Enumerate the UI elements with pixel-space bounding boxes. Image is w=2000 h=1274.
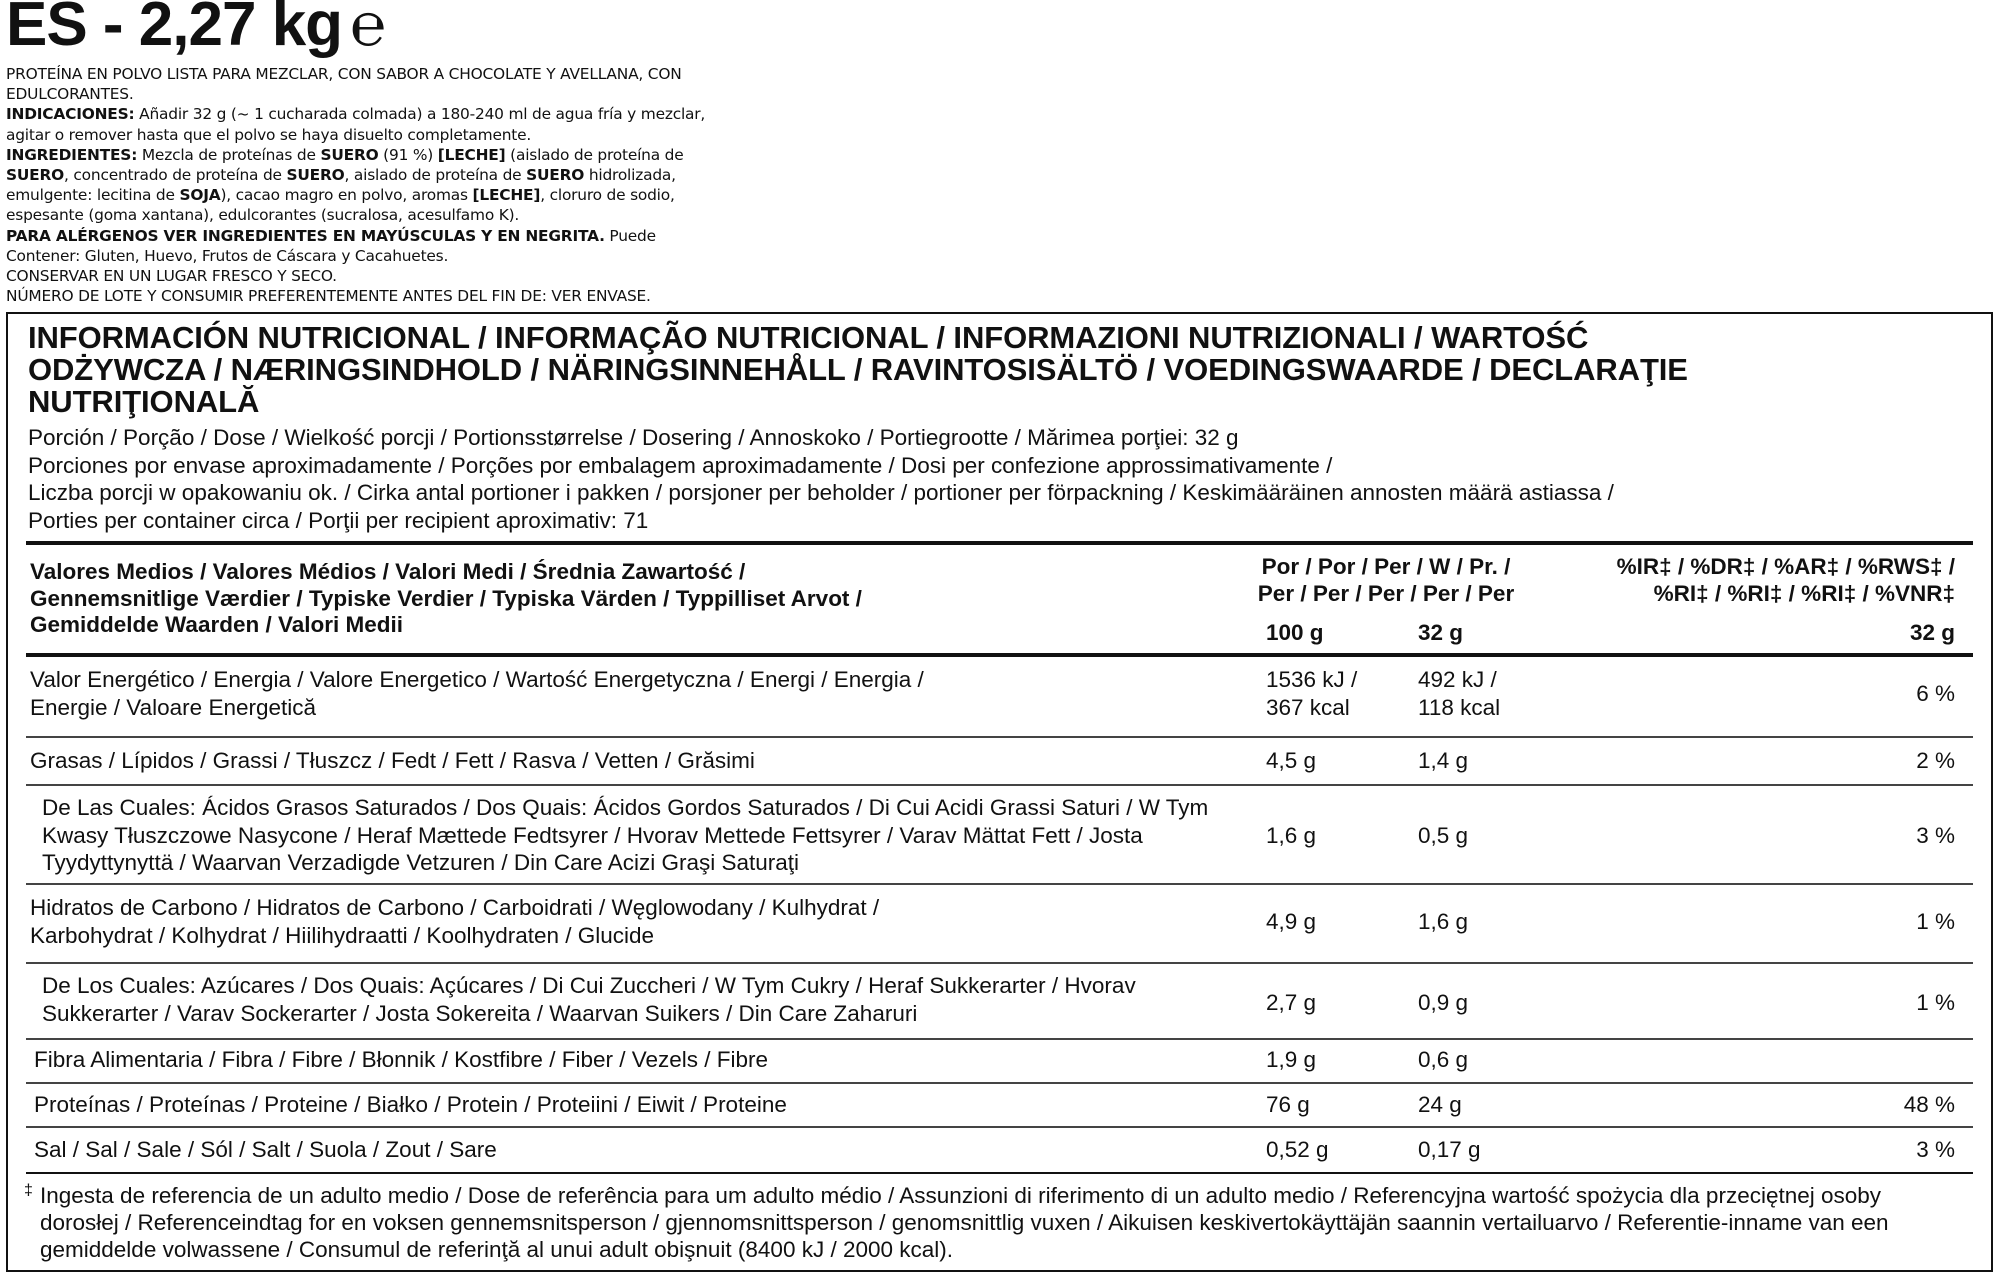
column-header-per [1236,554,1536,607]
portion-line: Porción / Porção / Dose / Wielkość porcji / Portionsstørrelse / Dosering / Annoskoko / Portiegrootte / Mărimea porţiei: 32 g [28,425,1239,450]
footnote-mark: ‡ [24,1182,33,1199]
divider [26,1082,1973,1084]
header-line: Valores Medios / Valores Médios / Valori Medi / Średnia Zawartość / [30,559,746,584]
ingredients-part: (91 %) [378,145,438,164]
row-label-salt: Sal / Sal / Sale / Sól / Salt / Suola / Zout / Sare [34,1137,497,1162]
carbohydrate-per100: 4,9 g [1266,909,1317,934]
allergen-word: [LECHE] [472,186,541,205]
header-line: Gemiddelde Waarden / Valori Medii [30,612,404,637]
column-header-32g: 32 g [1418,620,1464,645]
row-label-protein: Proteínas / Proteínas / Proteine / Białko / Protein / Proteiini / Eiwit / Proteine [34,1092,787,1117]
fat-per32: 1,4 g [1418,748,1469,773]
estimated-mark-icon: ℮ [350,0,386,58]
ingredients-part: Mezcla de proteínas de [137,145,321,164]
allergen-word: SUERO [320,145,379,164]
product-title [6,0,386,59]
protein-per100: 76 g [1266,1092,1310,1117]
allergens-text: Puede Contener: Gluten, Huevo, Frutos de Cáscara y Cacahuetes. [6,226,656,265]
value-line: 492 kJ / [1418,667,1497,692]
portion-info [28,424,1928,534]
nutrition-heading: INFORMACIÓN NUTRICIONAL / INFORMAÇÃO NUTRICIONAL / INFORMAZIONI NUTRIZIONALI / WARTOŚĆ ODŻYWCZA / NÆRINGSINDHOLD / NÄRINGSINNEHÅLL / RAVINTOSISÄLTÖ / VOEDINGSWAARDE / DECLARAŢIE NUTRIŢIONALĂ [28,320,1688,419]
ingredients-part: hidrolizada, emulgente: lecitina de [6,166,676,205]
ingredients-part: ), cacao magro en polvo, aromas [220,186,473,205]
divider [26,541,1973,545]
ingredients-part: , cloruro de sodio, espesante (goma xantana), edulcorantes (sucralosa, acesulfamo K). [6,186,675,225]
value-line: 367 kcal [1266,694,1350,720]
fibre-per100: 1,9 g [1266,1047,1317,1072]
fibre-per32: 0,6 g [1418,1047,1469,1072]
product-description: PROTEÍNA EN POLVO LISTA PARA MEZCLAR, CON SABOR A CHOCOLATE Y AVELLANA, CON EDULCORANTES. [6,65,682,104]
ingredients-part: , concentrado de proteína de [64,166,287,185]
column-header-ri [1555,554,1955,607]
divider [26,962,1973,964]
portion-line: Liczba porcji w opakowaniu ok. / Cirka antal portioner i pakken / porsjoner per beholder / portioner per förpackning / Keskimääräinen annosten määrä astiassa / [28,480,1614,505]
value-line: 1536 kJ / [1266,667,1358,692]
divider [26,1038,1973,1040]
column-header-100g: 100 g [1266,620,1324,645]
ingredients-part: (aislado de proteína de [505,145,684,164]
divider [26,883,1973,885]
indications [6,104,706,144]
footnote-text: Ingesta de referencia de un adulto medio / Dose de referência para um adulto médio / Assunzioni di riferimento di un adulto medio / Referencyjna wartość spożycia dla przeciętnej osoby dorosłej / Referenceindtag for en voksen gennemsnitsperson / gjennomsnittsperson / genomsnittlig vuxen / Aikuisen keskivertokäyttäjän saannin vertailuarvo / Referentie-inname van een gemiddelde volwassene / Consumul de referinţă al unui adult obişnuit (8400 kJ / 2000 kcal). [40,1183,1889,1262]
saturates-per32: 0,5 g [1418,823,1469,848]
salt-ri: 3 % [1916,1137,1955,1162]
storage-note: CONSERVAR EN UN LUGAR FRESCO Y SECO. [6,267,337,286]
value-line: 118 kcal [1418,694,1501,720]
divider [26,784,1973,786]
header-line: %IR‡ / %DR‡ / %AR‡ / %RWS‡ / [1616,554,1955,579]
fat-ri: 2 % [1916,748,1955,773]
saturates-per100: 1,6 g [1266,823,1317,848]
header-line: Por / Por / Per / W / Pr. / [1261,554,1511,579]
indications-label: INDICACIONES: [6,105,135,124]
salt-per100: 0,52 g [1266,1137,1329,1162]
allergen-word: SOJA [179,186,221,205]
energy-per32 [1418,666,1500,721]
protein-ri: 48 % [1903,1092,1955,1117]
allergen-word: SUERO [526,166,585,185]
row-label-fibre: Fibra Alimentaria / Fibra / Fibre / Błonnik / Kostfibre / Fiber / Vezels / Fibre [34,1047,769,1072]
row-label-energy: Valor Energético / Energia / Valore Energetico / Wartość Energetyczna / Energi / Energia / Energie / Valoare Energetică [30,667,924,720]
allergen-word: SUERO [286,166,345,185]
divider [26,653,1973,657]
energy-per100 [1266,666,1357,721]
fat-per100: 4,5 g [1266,748,1317,773]
lot-note: NÚMERO DE LOTE Y CONSUMIR PREFERENTEMENTE ANTES DEL FIN DE: VER ENVASE. [6,287,651,306]
row-label-fat: Grasas / Lípidos / Grassi / Tłuszcz / Fedt / Fett / Rasva / Vetten / Grăsimi [30,748,755,773]
column-header-values [30,559,862,639]
column-header-ri-32g: 32 g [1909,620,1955,645]
divider [26,736,1973,738]
allergen-word: SUERO [6,166,65,185]
saturates-ri: 3 % [1916,823,1955,848]
carbohydrate-per32: 1,6 g [1418,909,1469,934]
ingredients [6,145,706,226]
sugars-per100: 2,7 g [1266,990,1317,1015]
sugars-ri: 1 % [1916,990,1955,1015]
header-line: %RI‡ / %RI‡ / %RI‡ / %VNR‡ [1653,580,1955,606]
protein-per32: 24 g [1418,1092,1462,1117]
carbohydrate-ri: 1 % [1916,909,1955,934]
salt-per32: 0,17 g [1418,1137,1481,1162]
divider [26,1126,1973,1128]
allergens-note [6,226,706,266]
allergen-word: [LECHE] [437,145,506,164]
energy-ri: 6 % [1916,681,1955,706]
header-line: Per / Per / Per / Per / Per [1257,580,1515,606]
header-line: Gennemsnitlige Værdier / Typiske Verdier / Typiska Värden / Typpilliset Arvot / [30,585,862,611]
allergens-label: PARA ALÉRGENOS VER INGREDIENTES EN MAYÚSCULAS Y EN NEGRITA. [6,226,605,245]
row-label-carbohydrate: Hidratos de Carbono / Hidratos de Carbono / Carboidrati / Węglowodany / Kulhydrat / Karbohydrat / Kolhydrat / Hiilihydraatti / Koolhydraten / Glucide [30,895,880,948]
portion-line: Porciones por envase aproximadamente / Porções por embalagem aproximadamente / Dosi per confezione approssimativamente / [28,452,1333,478]
sugars-per32: 0,9 g [1418,990,1469,1015]
row-label-sugars: De Los Cuales: Azúcares / Dos Quais: Açúcares / Di Cui Zuccheri / W Tym Cukry / Heraf Sukkerarter / Hvorav Sukkerarter / Varav Sockerarter / Josta Sokereita / Waarvan Suikers / Din Care Zaharuri [42,973,1136,1026]
product-information [6,64,706,306]
ingredients-label: INGREDIENTES: [6,145,138,164]
indications-text: Añadir 32 g (~ 1 cucharada colmada) a 180-240 ml de agua fría y mezclar, agitar o remover hasta que el polvo se haya disuelto completamente. [6,105,706,144]
nutrition-facts-box [6,312,1993,1272]
title-text: ES - 2,27 kg [6,0,343,59]
ingredients-part: , aislado de proteína de [344,166,527,185]
row-label-saturates: De Las Cuales: Ácidos Grasos Saturados / Dos Quais: Ácidos Gordos Saturados / Di Cui Acidi Grassi Saturi / W Tym Kwasy Tłuszczowe Nasycone / Heraf Mættede Fedtsyrer / Hvorav Mettede Fettsyrer / Varav Mättat Fett / Josta Tyydyttynyttä / Waarvan Verzadigde Vetzuren / Din Care Acizi Graşi Saturaţi [42,795,1209,875]
portion-line: Porties per container circa / Porţii per recipient aproximativ: 71 [28,507,649,533]
divider [26,1172,1973,1174]
